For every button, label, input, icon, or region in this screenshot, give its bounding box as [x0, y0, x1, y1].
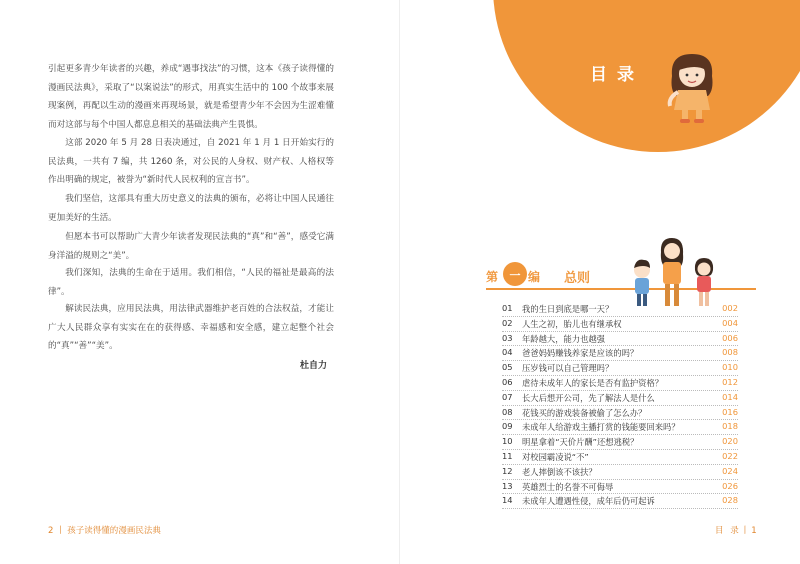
toc-entry-number: 13	[502, 480, 513, 491]
family-illustration	[628, 236, 728, 308]
toc-entry-title: 老人摔倒该不该扶？	[522, 466, 597, 477]
toc-entry[interactable]	[502, 377, 738, 392]
toc-entry-title: 我的生日到底是哪一天？	[522, 304, 614, 314]
toc-entry[interactable]	[502, 407, 738, 422]
preface-paragraph-4: 但愿本书可以帮助广大青少年读者发现民法典的“真”和“善”，感受它满身洋溢的规则之“美”。	[48, 232, 334, 261]
toc-entry-number: 05	[502, 362, 513, 373]
toc-dotted-rule	[502, 449, 738, 450]
toc-entry-page: 024	[722, 465, 738, 476]
toc-entry-page: 016	[722, 406, 738, 417]
toc-dotted-rule	[502, 419, 738, 420]
toc-entry-page: 028	[722, 495, 738, 506]
author-signature: 杜自力	[300, 361, 328, 371]
right-page	[400, 0, 800, 564]
toc-entry-title: 未成年人遭遇性侵，成年后仍可起诉	[522, 496, 655, 507]
toc-dotted-rule	[502, 331, 738, 332]
preface-paragraph-3: 我们坚信，这部具有重大历史意义的法典的颁布，必将让中国人民通往更加美好的生活。	[48, 194, 334, 223]
toc-entry-page: 020	[722, 436, 738, 447]
title-circle	[493, 0, 800, 152]
toc-entry[interactable]	[502, 421, 738, 436]
toc-entry-number: 08	[502, 406, 513, 417]
toc-entry-number: 04	[502, 347, 513, 358]
toc-entry-title: 压岁钱可以自己管理吗？	[522, 363, 614, 374]
toc-entry-number: 06	[502, 376, 513, 387]
toc-entry-page: 012	[722, 376, 738, 387]
toc-entry-title: 爸爸妈妈赚钱养家是应该的吗？	[522, 348, 639, 359]
toc-entry-page: 014	[722, 391, 738, 402]
toc-entry-page: 004	[722, 317, 738, 328]
chapter-suffix: 编	[528, 270, 541, 284]
toc-entry[interactable]	[502, 392, 738, 407]
toc-entry-page: 002	[722, 303, 738, 313]
toc-dotted-rule	[502, 493, 738, 494]
toc-entry-number: 07	[502, 391, 513, 402]
toc-entry-title: 人生之初，胎儿也有继承权	[522, 318, 622, 329]
toc-dotted-rule	[502, 508, 738, 509]
toc-entry-title: 明星拿着“天价片酬”还想逃税？	[522, 437, 639, 448]
toc-entry-page: 008	[722, 347, 738, 358]
preface-paragraph-5: 我们深知，法典的生命在于适用。我们相信，“人民的福祉是最高的法律”。	[48, 268, 334, 297]
toc-dotted-rule	[502, 479, 738, 480]
chapter-number-badge	[503, 262, 527, 286]
toc-entry[interactable]	[502, 303, 738, 318]
toc-entry-number: 09	[502, 421, 513, 432]
toc-dotted-rule	[502, 434, 738, 435]
toc-entry-title: 花钱买的游戏装备被偷了怎么办？	[522, 407, 647, 418]
toc-entry-page: 018	[722, 421, 738, 432]
toc-entry-title: 对校园霸凌说“不”	[522, 451, 589, 462]
toc-entry-number: 01	[502, 303, 513, 313]
toc-dotted-rule	[502, 405, 738, 406]
chapter-prefix: 第	[486, 270, 499, 284]
toc-dotted-rule	[502, 390, 738, 391]
toc-entry[interactable]	[502, 481, 738, 496]
toc-entry[interactable]	[502, 362, 738, 377]
toc-list	[502, 303, 738, 510]
toc-dotted-rule	[502, 464, 738, 465]
toc-entry-number: 11	[502, 450, 513, 461]
toc-entry-page: 006	[722, 332, 738, 343]
left-footer: 2 丨 孩子读得懂的漫画民法典	[48, 526, 161, 536]
toc-entry-number: 10	[502, 436, 513, 447]
preface-paragraph-2: 这部 2020 年 5 月 28 日表决通过，自 2021 年 1 月 1 日开始实行的民法典，一共有 7 编，共 1260 条，对公民的人身权、财产权、人格权等作出明确的规定，被誉为“新时代人民权利的宣言书”。	[48, 138, 334, 185]
toc-title: 目录	[590, 65, 644, 85]
chapter-name: 总则	[564, 271, 591, 286]
toc-entry-page: 010	[722, 362, 738, 373]
toc-entry-title: 长大后想开公司，先了解法人是什么	[522, 392, 655, 403]
preface-paragraph-6: 解读民法典，应用民法典，用法律武器维护老百姓的合法权益，才能让广大人民群众享有实实在在的获得感、幸福感和安全感，建立起整个社会的“真”“善”“美”。	[48, 304, 334, 351]
toc-entry-number: 03	[502, 332, 513, 343]
toc-entry[interactable]	[502, 436, 738, 451]
toc-entry-title: 英雄烈士的名誉不可侮辱	[522, 481, 614, 492]
right-footer: 目 录丨1	[715, 526, 759, 536]
toc-entry-title: 未成年人给游戏主播打赏的钱能要回来吗？	[522, 422, 680, 433]
toc-dotted-rule	[502, 345, 738, 346]
toc-entry-title: 年龄越大，能力也越强	[522, 333, 605, 344]
toc-entry-number: 14	[502, 495, 513, 506]
toc-dotted-rule	[502, 375, 738, 376]
toc-entry[interactable]	[502, 495, 738, 510]
toc-entry[interactable]	[502, 466, 738, 481]
girl-illustration	[662, 50, 722, 126]
toc-entry[interactable]	[502, 318, 738, 333]
toc-entry-number: 12	[502, 465, 513, 476]
toc-entry-page: 022	[722, 450, 738, 461]
toc-dotted-rule	[502, 316, 738, 317]
toc-dotted-rule	[502, 360, 738, 361]
preface-paragraph-1: 引起更多青少年读者的兴趣，养成“遇事找法”的习惯，这本《孩子读得懂的漫画民法典》，采取了“以案说法”的形式，用真实生活中的 100 个故事来展现案例，再配以生动的漫画来再现场景，就是希望青少年不会因为生涩难懂而对这部与每个中国人都息息相关的基础法典产生畏惧。	[48, 64, 334, 130]
toc-entry[interactable]	[502, 333, 738, 348]
toc-entry-title: 虐待未成年人的家长是否有监护资格？	[522, 377, 664, 388]
toc-entry[interactable]	[502, 347, 738, 362]
toc-entry[interactable]	[502, 451, 738, 466]
chapter-number: 一	[509, 269, 521, 282]
toc-entry-page: 026	[722, 480, 738, 491]
toc-entry-number: 02	[502, 317, 513, 328]
